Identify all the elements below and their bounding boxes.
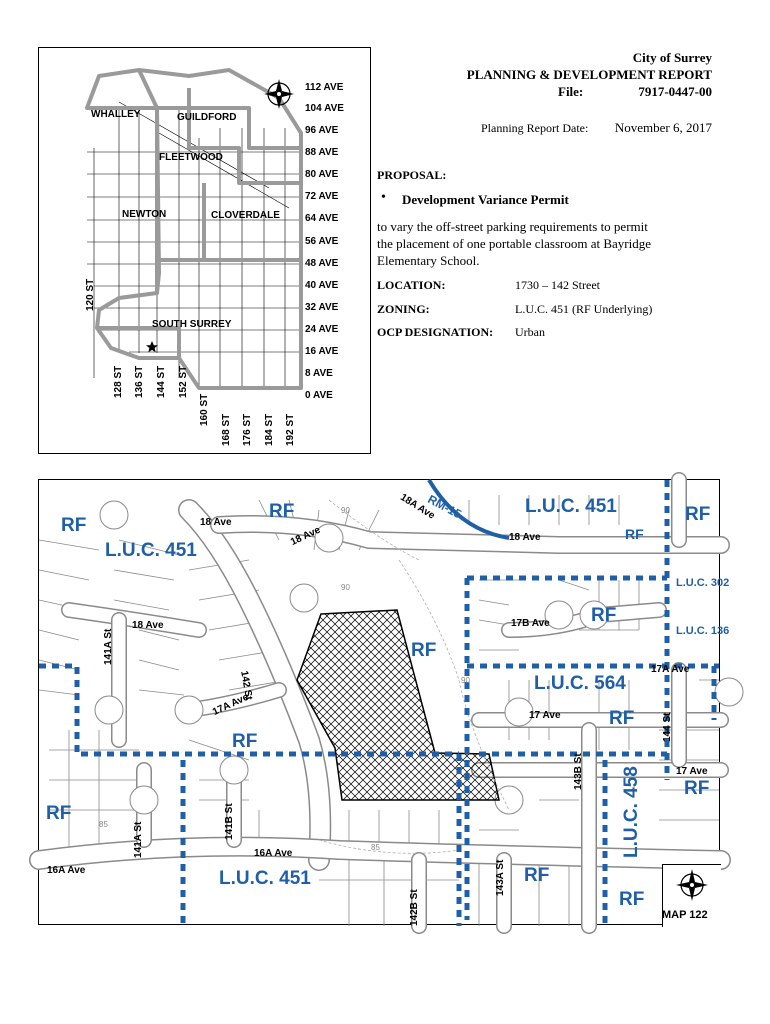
avenue-label: 32 AVE xyxy=(305,302,339,313)
avenue-label: 56 AVE xyxy=(305,236,339,247)
contour-label: 90 xyxy=(461,676,470,685)
contour-label: 85 xyxy=(99,820,108,829)
avenue-label: 88 AVE xyxy=(305,147,339,158)
street-label: 176 ST xyxy=(242,413,253,446)
street-label: 141A St xyxy=(103,628,114,665)
area-label: GUILDFORD xyxy=(177,112,237,123)
street-label: 17B Ave xyxy=(511,618,550,629)
proposal-description-line: the placement of one portable classroom at Bayridge xyxy=(377,236,651,251)
street-label: 141B St xyxy=(224,803,235,840)
street-label: 18 Ave xyxy=(289,524,323,548)
report-date-label: Planning Report Date: xyxy=(481,121,589,135)
street-label: 18 Ave xyxy=(200,517,232,528)
zone-label: L.U.C. 458 xyxy=(621,766,642,858)
zone-label: RF xyxy=(411,640,437,661)
street-label: 142B St xyxy=(409,889,420,926)
street-label: 184 ST xyxy=(264,413,275,446)
zone-label: RF xyxy=(609,708,635,729)
file-number: 7917-0447-00 xyxy=(638,84,712,99)
avenue-label: 104 AVE xyxy=(305,103,344,114)
zone-label: RF xyxy=(619,889,645,910)
street-label: 143A St xyxy=(495,859,506,896)
street-label: 18A Ave xyxy=(398,492,437,522)
street-label: 17 Ave xyxy=(529,710,561,721)
compass-icon xyxy=(663,865,721,905)
avenue-label: 112 AVE xyxy=(305,82,344,93)
site-map xyxy=(38,479,730,926)
street-label: 142 St xyxy=(238,670,255,701)
area-label: WHALLEY xyxy=(91,109,141,120)
avenue-label: 96 AVE xyxy=(305,125,339,136)
street-label: 160 ST xyxy=(199,393,210,426)
street-label: 16A Ave xyxy=(47,865,86,876)
zone-label: RM-15 xyxy=(425,492,464,522)
street-label: 168 ST xyxy=(221,413,232,446)
street-label: 141A St xyxy=(133,821,144,858)
contour-label: 90 xyxy=(341,506,350,515)
area-label: SOUTH SURREY xyxy=(152,319,232,330)
site-star-icon xyxy=(146,341,158,352)
location-label: LOCATION: xyxy=(377,278,446,292)
area-label: FLEETWOOD xyxy=(159,152,223,163)
zone-label: RF xyxy=(269,501,295,522)
street-label: 18 Ave xyxy=(132,620,164,631)
street-label: 152 ST xyxy=(178,365,189,398)
street-label: 17A Ave xyxy=(651,664,690,675)
street-label: 16A Ave xyxy=(254,848,293,859)
area-label: NEWTON xyxy=(122,209,167,220)
ocp-label: OCP DESIGNATION: xyxy=(377,325,494,339)
city-name: City of Surrey xyxy=(632,50,712,65)
street-label: 17 Ave xyxy=(676,766,708,777)
avenue-label: 16 AVE xyxy=(305,346,339,357)
report-title: PLANNING & DEVELOPMENT REPORT xyxy=(466,67,712,82)
zone-label: L.U.C. 451 xyxy=(219,868,311,889)
contour-label: 90 xyxy=(341,583,350,592)
zone-label: RF xyxy=(684,778,710,799)
street-label: 17A Ave xyxy=(211,691,251,718)
bullet-icon: • xyxy=(381,190,386,205)
street-label: 144 St xyxy=(662,712,673,742)
map-legend-box xyxy=(662,864,721,927)
avenue-label: 40 AVE xyxy=(305,280,339,291)
zone-label: RF xyxy=(591,605,617,626)
map-number: MAP 122 xyxy=(662,909,708,921)
street-label: 128 ST xyxy=(113,365,124,398)
avenue-label: 8 AVE xyxy=(305,368,333,379)
zone-label: RF xyxy=(46,803,72,824)
avenue-label: 24 AVE xyxy=(305,324,339,335)
zone-label: L.U.C. 564 xyxy=(534,673,626,694)
proposal-description-line: to vary the off-street parking requirements to permit xyxy=(377,219,648,234)
zone-label: L.U.C. 302 xyxy=(676,577,730,589)
zoning-value: L.U.C. 451 (RF Underlying) xyxy=(515,302,653,316)
zone-label: RF xyxy=(625,526,644,542)
avenue-label: 0 AVE xyxy=(305,390,333,401)
compass-icon xyxy=(264,79,294,109)
report-date: November 6, 2017 xyxy=(614,120,712,135)
proposal-description-line: Elementary School. xyxy=(377,253,480,268)
zone-label: RF xyxy=(61,515,87,536)
street-label: 136 ST xyxy=(134,365,145,398)
street-label: 143B St xyxy=(573,753,584,790)
street-label: 120 ST xyxy=(85,278,96,311)
zone-label: L.U.C. 136 xyxy=(676,625,730,637)
avenue-label: 80 AVE xyxy=(305,169,339,180)
street-label: 18 Ave xyxy=(509,532,541,543)
proposal-bullet: Development Variance Permit xyxy=(402,192,569,207)
avenue-label: 72 AVE xyxy=(305,191,339,202)
street-label: 144 ST xyxy=(156,365,167,398)
zone-label: RF xyxy=(524,865,550,886)
contour-label: 85 xyxy=(371,843,380,852)
ocp-value: Urban xyxy=(515,325,545,339)
file-label: File: xyxy=(558,84,584,99)
location-value: 1730 – 142 Street xyxy=(515,278,600,292)
area-label: CLOVERDALE xyxy=(211,210,280,221)
avenue-label: 64 AVE xyxy=(305,213,339,224)
zone-label: L.U.C. 451 xyxy=(525,496,617,517)
key-map xyxy=(38,47,371,454)
zoning-label: ZONING: xyxy=(377,302,430,316)
zone-label: RF xyxy=(232,731,258,752)
zone-label: L.U.C. 451 xyxy=(105,540,197,561)
street-label: 192 ST xyxy=(285,413,296,446)
subject-site xyxy=(297,610,499,800)
avenue-label: 48 AVE xyxy=(305,258,339,269)
proposal-heading: PROPOSAL: xyxy=(377,168,447,182)
zone-label: RF xyxy=(685,504,711,525)
